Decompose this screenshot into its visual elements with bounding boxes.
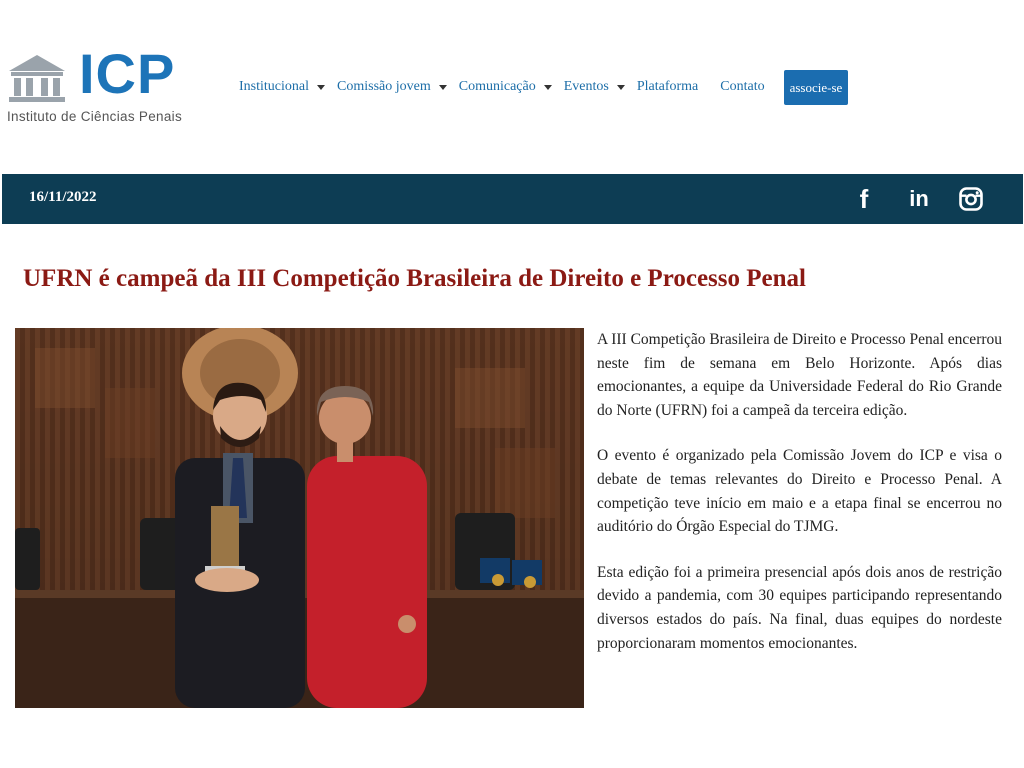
- nav-item-label: Comunicação: [458, 79, 536, 94]
- article-paragraph-3: Esta edição foi a primeira presencial após dois anos de restrição devido a pandemia, com 30 equipes participando representando diversos estados do país. Na final, duas equipes do nordeste proporcionaram momentos emocionantes.: [597, 563, 1002, 652]
- nav-item-label: Eventos: [563, 79, 609, 94]
- date-bar: [2, 174, 1023, 224]
- article-paragraph-1: A III Competição Brasileira de Direito e Processo Penal encerrou neste fim de semana em Belo Horizonte. Após dias emocionantes, a equipe da Universidade Federal do Rio Grande do Norte (UFRN) foi a campeã da terceira edição.: [597, 331, 1003, 419]
- nav-item-plataforma[interactable]: [637, 79, 698, 95]
- site-logo[interactable]: [7, 42, 207, 130]
- instagram-glyph-icon: [959, 187, 983, 211]
- nav-item-label: Plataforma: [636, 79, 699, 94]
- linkedin-icon[interactable]: in: [909, 186, 929, 211]
- nav-item-comissao-jovem[interactable]: [337, 79, 447, 95]
- nav-item-label: Contato: [720, 79, 765, 94]
- facebook-icon[interactable]: f: [859, 183, 869, 214]
- site-header: [0, 0, 1024, 172]
- caret-down-icon: [439, 85, 447, 90]
- award-photo-illustration: [15, 328, 584, 708]
- nav-item-institucional[interactable]: [239, 79, 325, 95]
- article-body: [597, 328, 1002, 677]
- temple-logo-icon: [7, 53, 67, 103]
- caret-down-icon: [617, 85, 625, 90]
- nav-item-eventos[interactable]: [564, 79, 625, 95]
- nav-item-comunicacao[interactable]: [459, 79, 552, 95]
- article-paragraph-2: O evento é organizado pela Comissão Jovem do ICP e visa o debate de temas relevantes do Direito e Processo Penal. A competição teve início em maio e a etapa final se encerrou no auditório do Órgão Especial do TJMG.: [597, 447, 1002, 536]
- article-title: UFRN é campeã da III Competição Brasileira de Direito e Processo Penal: [23, 264, 806, 292]
- associe-se-button[interactable]: associe-se: [784, 70, 849, 105]
- nav-item-contato[interactable]: [720, 79, 764, 95]
- instagram-icon[interactable]: [958, 184, 984, 214]
- main-nav: [239, 70, 848, 104]
- article-photo: [15, 328, 584, 708]
- logo-wordmark: ICP: [79, 42, 176, 105]
- logo-subtitle: Instituto de Ciências Penais: [7, 109, 182, 124]
- nav-item-label: Comissão jovem: [337, 79, 431, 94]
- caret-down-icon: [317, 85, 325, 90]
- nav-item-label: Institucional: [239, 79, 309, 94]
- post-date: 16/11/2022: [29, 189, 97, 205]
- caret-down-icon: [544, 85, 552, 90]
